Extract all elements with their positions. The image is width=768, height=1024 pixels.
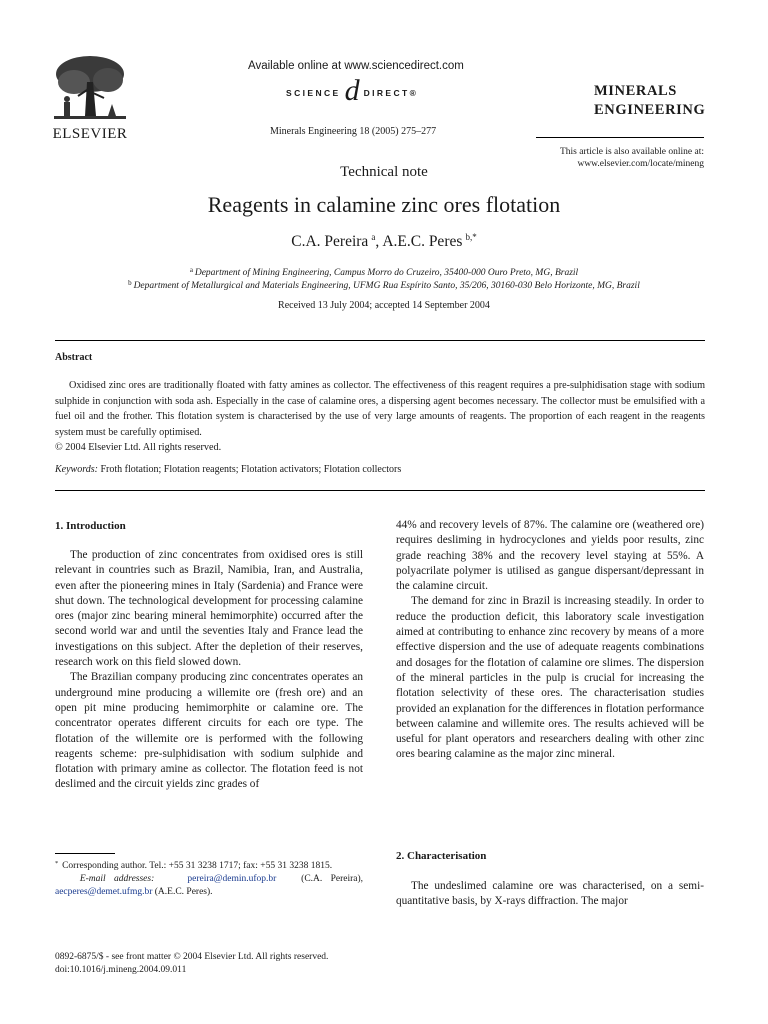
- keywords-list: Froth flotation; Flotation reagents; Flotation activators; Flotation collectors: [100, 464, 402, 475]
- sd-right-text: DIRECT®: [363, 88, 419, 98]
- abstract-bottom-rule: [55, 490, 705, 491]
- affiliation-b: [0, 279, 768, 291]
- right-column: [396, 518, 704, 763]
- doi-line[interactable]: doi:10.1016/j.mineng.2004.09.011: [55, 965, 187, 975]
- email-link-1[interactable]: pereira@demin.ufop.br: [187, 874, 277, 884]
- section-1-heading: 1. Introduction: [55, 520, 126, 532]
- author-list: [0, 232, 768, 251]
- footnote-corresponding: [55, 857, 363, 873]
- online-note-line1: This article is also available online at:: [559, 147, 704, 157]
- footnote-emails: [55, 873, 363, 899]
- affiliation-b-mark: b: [128, 279, 132, 287]
- affiliation-a-text: Department of Mining Engineering, Campus Morro do Cruzeiro, 35400-000 Ouro Preto, MG, Brazil: [194, 268, 579, 278]
- available-online-text: Available online at www.sciencedirect.com: [248, 60, 464, 72]
- tree-icon: [50, 52, 130, 124]
- keywords-label: Keywords:: [55, 464, 98, 475]
- email-link-2[interactable]: aecperes@demet.ufmg.br: [55, 887, 153, 897]
- author-2-affil: b,*: [465, 232, 477, 242]
- email-2-owner: (A.E.C. Peres).: [154, 887, 213, 897]
- left-column: [55, 548, 363, 793]
- received-dates: Received 13 July 2004; accepted 14 September 2004: [278, 300, 490, 311]
- intro-paragraph-2-continued: 44% and recovery levels of 87%. The calamine ore (weathered ore) requires desliming in hydrocyclones and yields poor results, zinc grade reaching 38% and the recovery level staying at 55%. A polyacrilate polymer is utilised as gangue dispersant/depressant in the calamine circuit.: [396, 519, 704, 593]
- characterisation-paragraph-1: The undeslimed calamine ore was characterised, on a semi-quantitative basis, by X-rays diffraction. The major: [396, 880, 704, 908]
- affiliation-a: [0, 266, 768, 278]
- email-1-owner: (C.A. Pereira),: [301, 874, 364, 884]
- journal-title-line2: ENGINEERING: [594, 102, 706, 118]
- sd-left-text: SCIENCE: [286, 88, 341, 98]
- abstract-heading: Abstract: [55, 352, 93, 363]
- online-note-url[interactable]: www.elsevier.com/locate/mineng: [577, 159, 704, 169]
- publisher-name: ELSEVIER: [52, 126, 128, 142]
- abstract-copyright: © 2004 Elsevier Ltd. All rights reserved.: [55, 442, 222, 453]
- legal-info: [55, 951, 328, 977]
- intro-paragraph-2: The Brazilian company producing zinc concentrates operates an underground mine producing a willemite ore (fresh ore) and an open pit mine producing hemimorphite or calamine ore. The concentrator operates different circuits for each ore type. The flotation of the willemite ore is performed with the following reagents scheme: pre-sulphidisation with sodium sulphide and flotation with primary amine as collector. The flotation feed is not deslimed and the circuit yields zinc grades of: [55, 671, 363, 791]
- sciencedirect-logo: [286, 74, 419, 107]
- author-1: C.A. Pereira: [291, 233, 369, 250]
- abstract-top-rule: [55, 340, 705, 341]
- footnote-rule: [55, 853, 115, 854]
- affiliation-b-text: Department of Metallurgical and Materials Engineering, UFMG Rua Espírito Santo, 35/206, 30160-030 Belo Horizonte, MG, Brazil: [133, 281, 640, 291]
- journal-title: [594, 82, 705, 120]
- author-separator: ,: [375, 233, 383, 250]
- journal-title-line1: MINERALS: [594, 83, 677, 99]
- article-type: Technical note: [340, 164, 428, 180]
- footnote-mark: *: [55, 860, 59, 867]
- issn-line: 0892-6875/$ - see front matter © 2004 Elsevier Ltd. All rights reserved.: [55, 952, 329, 962]
- abstract-body: [55, 378, 705, 456]
- author-2: A.E.C. Peres: [382, 233, 463, 250]
- article-title: Reagents in calamine zinc ores flotation: [207, 192, 561, 217]
- author-1-affil: a: [371, 232, 376, 242]
- abstract-text: Oxidised zinc ores are traditionally floated with fatty amines as collector. The effectiveness of this reagent requires a pre-sulphidisation stage with sodium sulphide in conjunction with soda ash. Especially in the case of calamine ores, a dispersing agent becomes necessary. The collector must be emulsified with a fuel oil and the frother. This flotation system is characterised by the use of very large amounts of reagents. The proportion of each reagent in the reagents system must be carefully optimised.: [55, 380, 705, 438]
- section-2-body: [396, 879, 704, 910]
- intro-paragraph-3: The demand for zinc in Brazil is increasing steadily. In order to reduce the production deficit, this laboratory scale investigation aimed at contributing to enhance zinc recovery by means of a more effective dispersion and the use of adequate reagents combinations and dosages for the flotation of calamine ore slimes. The dispersion of the mineral particles in the pulp is crucial for increasing the flotation selectivity of these ores. The characterisation studies provided an explanation for the differences in flotation performance between calamine and willemite ores. The results achieved will be useful for plant operators and researchers dealing with other zinc ores bearing calamine as the major zinc mineral.: [396, 595, 704, 761]
- intro-paragraph-1: The production of zinc concentrates from oxidised ores is still relevant in countries such as Brazil, Namibia, Iran, and Australia, even after the pioneering mines in Italy (Sardenia) and France were shut down. The technological development for processing calamine ores (major zinc bearing mineral hemimorphite) occurred after the second world war and until the seventies Italy and France lead the investigations on this subject. After the depletion of their reserves, research work on this field slowed down.: [55, 549, 363, 669]
- header-divider: [536, 137, 704, 138]
- sd-at-icon: d: [344, 74, 360, 107]
- footnote: [55, 857, 363, 899]
- affiliation-a-mark: a: [189, 266, 193, 274]
- section-2-heading: 2. Characterisation: [396, 850, 487, 862]
- journal-citation: Minerals Engineering 18 (2005) 275–277: [270, 126, 437, 137]
- footnote-corresponding-text: Corresponding author. Tel.: +55 31 3238 1717; fax: +55 31 3238 1815.: [62, 861, 333, 871]
- email-label: E-mail addresses:: [79, 874, 155, 884]
- keywords: [55, 464, 401, 475]
